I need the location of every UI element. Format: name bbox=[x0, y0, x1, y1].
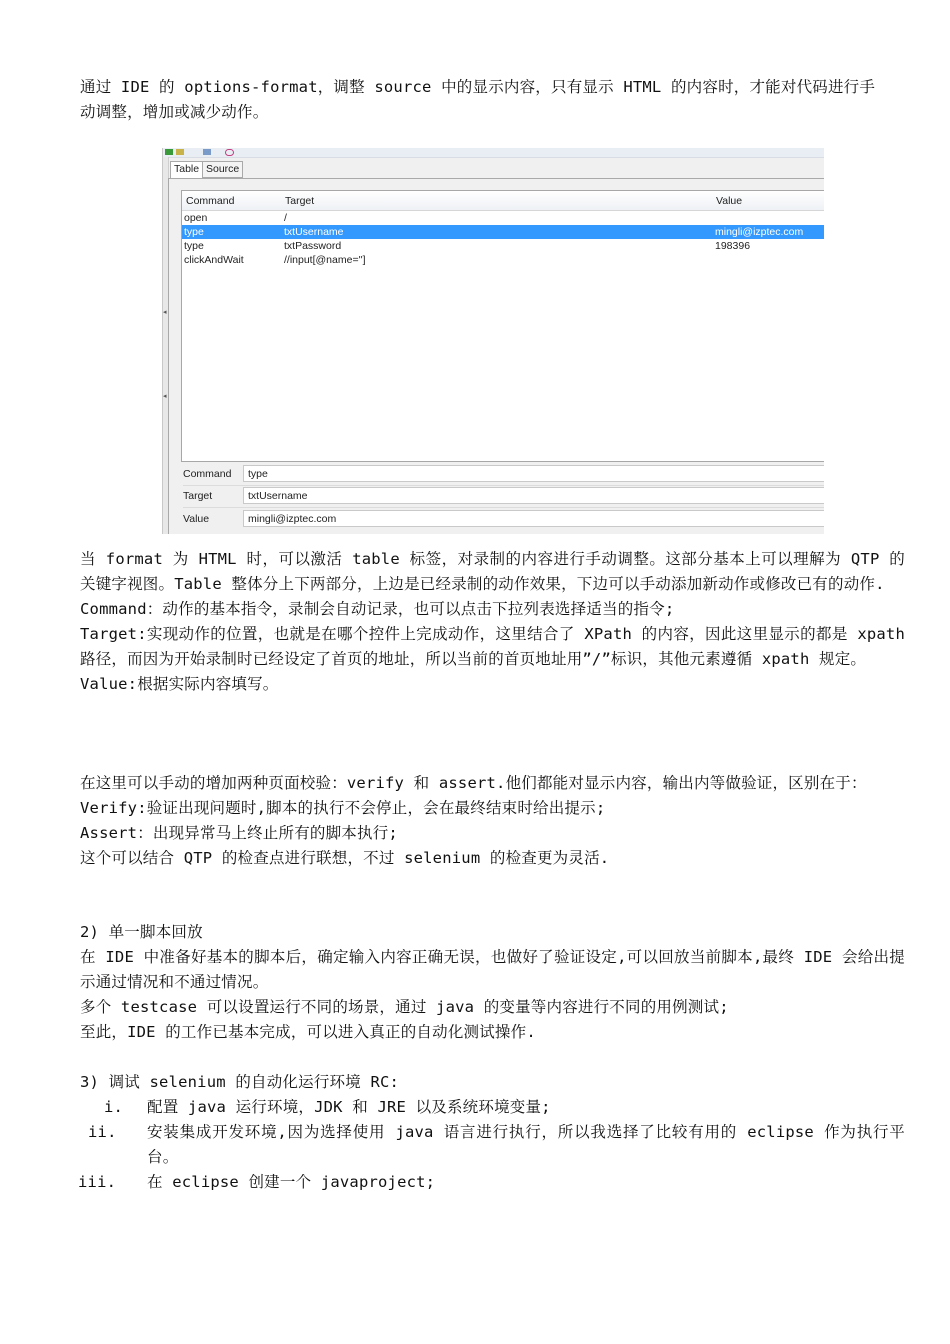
table-row[interactable] bbox=[182, 253, 824, 267]
list-text: 安装集成开发环境,因为选择使用 java 语言进行执行，所以我选择了比较有用的 eclipse 作为执行平台。 bbox=[147, 1123, 905, 1166]
row-command: type bbox=[184, 226, 204, 238]
row-target: txtUsername bbox=[284, 226, 344, 238]
paragraph-target: Target:实现动作的位置，也就是在哪个控件上完成动作，这里结合了 XPath 的内容，因此这里显示的都是 xpath 路径，而因为开始录制时已经设定了首页的地址，所以当前的首页地址用”/”标识，其他元素遵循 xpath 规定。 bbox=[80, 625, 905, 668]
paragraph: 这个可以结合 QTP 的检查点进行联想，不过 selenium 的检查更为灵活. bbox=[80, 849, 610, 867]
target-label: Target bbox=[183, 490, 213, 502]
toolbar-icon bbox=[176, 149, 184, 155]
row-command: open bbox=[184, 212, 208, 224]
section-heading: 3) 调试 selenium 的自动化运行环境 RC: bbox=[80, 1073, 400, 1091]
paragraph: 多个 testcase 可以设置运行不同的场景，通过 java 的变量等内容进行不同的用例测试; bbox=[80, 998, 729, 1016]
row-value: 198396 bbox=[715, 240, 751, 252]
form-divider bbox=[183, 507, 824, 508]
verify-section bbox=[80, 771, 905, 871]
paragraph: 在 IDE 中准备好基本的脚本后，确定输入内容正确无误，也做好了验证设定,可以回放当前脚本,最终 IDE 会给出提示通过情况和不通过情况。 bbox=[80, 948, 905, 991]
tab-source[interactable]: Source bbox=[202, 161, 243, 178]
row-target: //input[@name=''] bbox=[284, 254, 366, 266]
splitter-arrow-icon: ◂ bbox=[163, 309, 167, 316]
table-header bbox=[182, 191, 824, 211]
row-command: clickAndWait bbox=[184, 254, 244, 266]
value-label: Value bbox=[183, 513, 210, 525]
toolbar-icon bbox=[225, 149, 234, 156]
paragraph-value: Value:根据实际内容填写。 bbox=[80, 675, 279, 693]
intro-paragraph bbox=[80, 75, 905, 125]
splitter-arrow-icon: ◂ bbox=[163, 393, 167, 400]
command-field[interactable]: type bbox=[243, 465, 824, 482]
table-row[interactable] bbox=[182, 239, 824, 253]
command-table bbox=[181, 190, 824, 462]
list-item bbox=[80, 1095, 905, 1120]
section-2 bbox=[80, 920, 905, 1045]
list-marker: ii. bbox=[88, 1123, 117, 1141]
tab-table[interactable]: Table bbox=[170, 161, 203, 179]
row-command: type bbox=[184, 240, 204, 252]
list-item bbox=[80, 1120, 905, 1170]
value-field[interactable]: mingli@izptec.com bbox=[243, 510, 824, 527]
column-header-value[interactable]: Value bbox=[716, 195, 743, 207]
intro-line: 通过 IDE 的 options-format，调整 source 中的显示内容，只有显示 HTML 的内容时，才能对代码进行手 bbox=[80, 78, 876, 96]
paragraph-verify: Verify:验证出现问题时,脚本的执行不会停止，会在最终结束时给出提示; bbox=[80, 799, 606, 817]
section-heading: 2) 单一脚本回放 bbox=[80, 923, 203, 941]
row-value: mingli@izptec.com bbox=[715, 226, 804, 238]
section-3-list bbox=[80, 1095, 905, 1195]
list-marker: i. bbox=[104, 1098, 124, 1116]
column-header-target[interactable]: Target bbox=[285, 195, 315, 207]
toolbar-icon bbox=[203, 149, 211, 155]
paragraph: 当 format 为 HTML 时，可以激活 table 标签，对录制的内容进行手动调整。这部分基本上可以理解为 QTP 的关键字视图。Table 整体分上下两部分，上边是已经录制的动作效果，下边可以手动添加新动作或修改已有的动作. bbox=[80, 550, 905, 593]
form-divider bbox=[183, 485, 824, 486]
table-row-selected[interactable] bbox=[182, 225, 824, 239]
row-target: txtPassword bbox=[284, 240, 342, 252]
column-header-command[interactable]: Command bbox=[186, 195, 235, 207]
row-target: / bbox=[284, 212, 287, 224]
list-marker: iii. bbox=[78, 1173, 117, 1191]
list-text: 配置 java 运行环境，JDK 和 JRE 以及系统环境变量; bbox=[147, 1098, 551, 1116]
table-description bbox=[80, 547, 905, 697]
toolbar-icon bbox=[165, 149, 173, 155]
list-text: 在 eclipse 创建一个 javaproject; bbox=[147, 1173, 436, 1191]
paragraph: 在这里可以手动的增加两种页面校验：verify 和 assert.他们都能对显示内容，输出内等做验证，区别在于： bbox=[80, 774, 867, 792]
list-item bbox=[80, 1170, 905, 1195]
intro-line: 动调整，增加或减少动作。 bbox=[80, 103, 269, 121]
selenium-ide-screenshot bbox=[162, 148, 824, 534]
section-3 bbox=[80, 1070, 905, 1095]
command-label: Command bbox=[183, 468, 232, 480]
paragraph-assert: Assert：出现异常马上终止所有的脚本执行; bbox=[80, 824, 398, 842]
paragraph: 至此，IDE 的工作已基本完成，可以进入真正的自动化测试操作. bbox=[80, 1023, 536, 1041]
table-row[interactable] bbox=[182, 211, 824, 225]
target-field[interactable]: txtUsername bbox=[243, 487, 824, 504]
toolbar-strip bbox=[163, 148, 824, 158]
table-panel bbox=[168, 178, 824, 534]
paragraph-command: Command：动作的基本指令，录制会自动记录，也可以点击下拉列表选择适当的指令; bbox=[80, 600, 675, 618]
